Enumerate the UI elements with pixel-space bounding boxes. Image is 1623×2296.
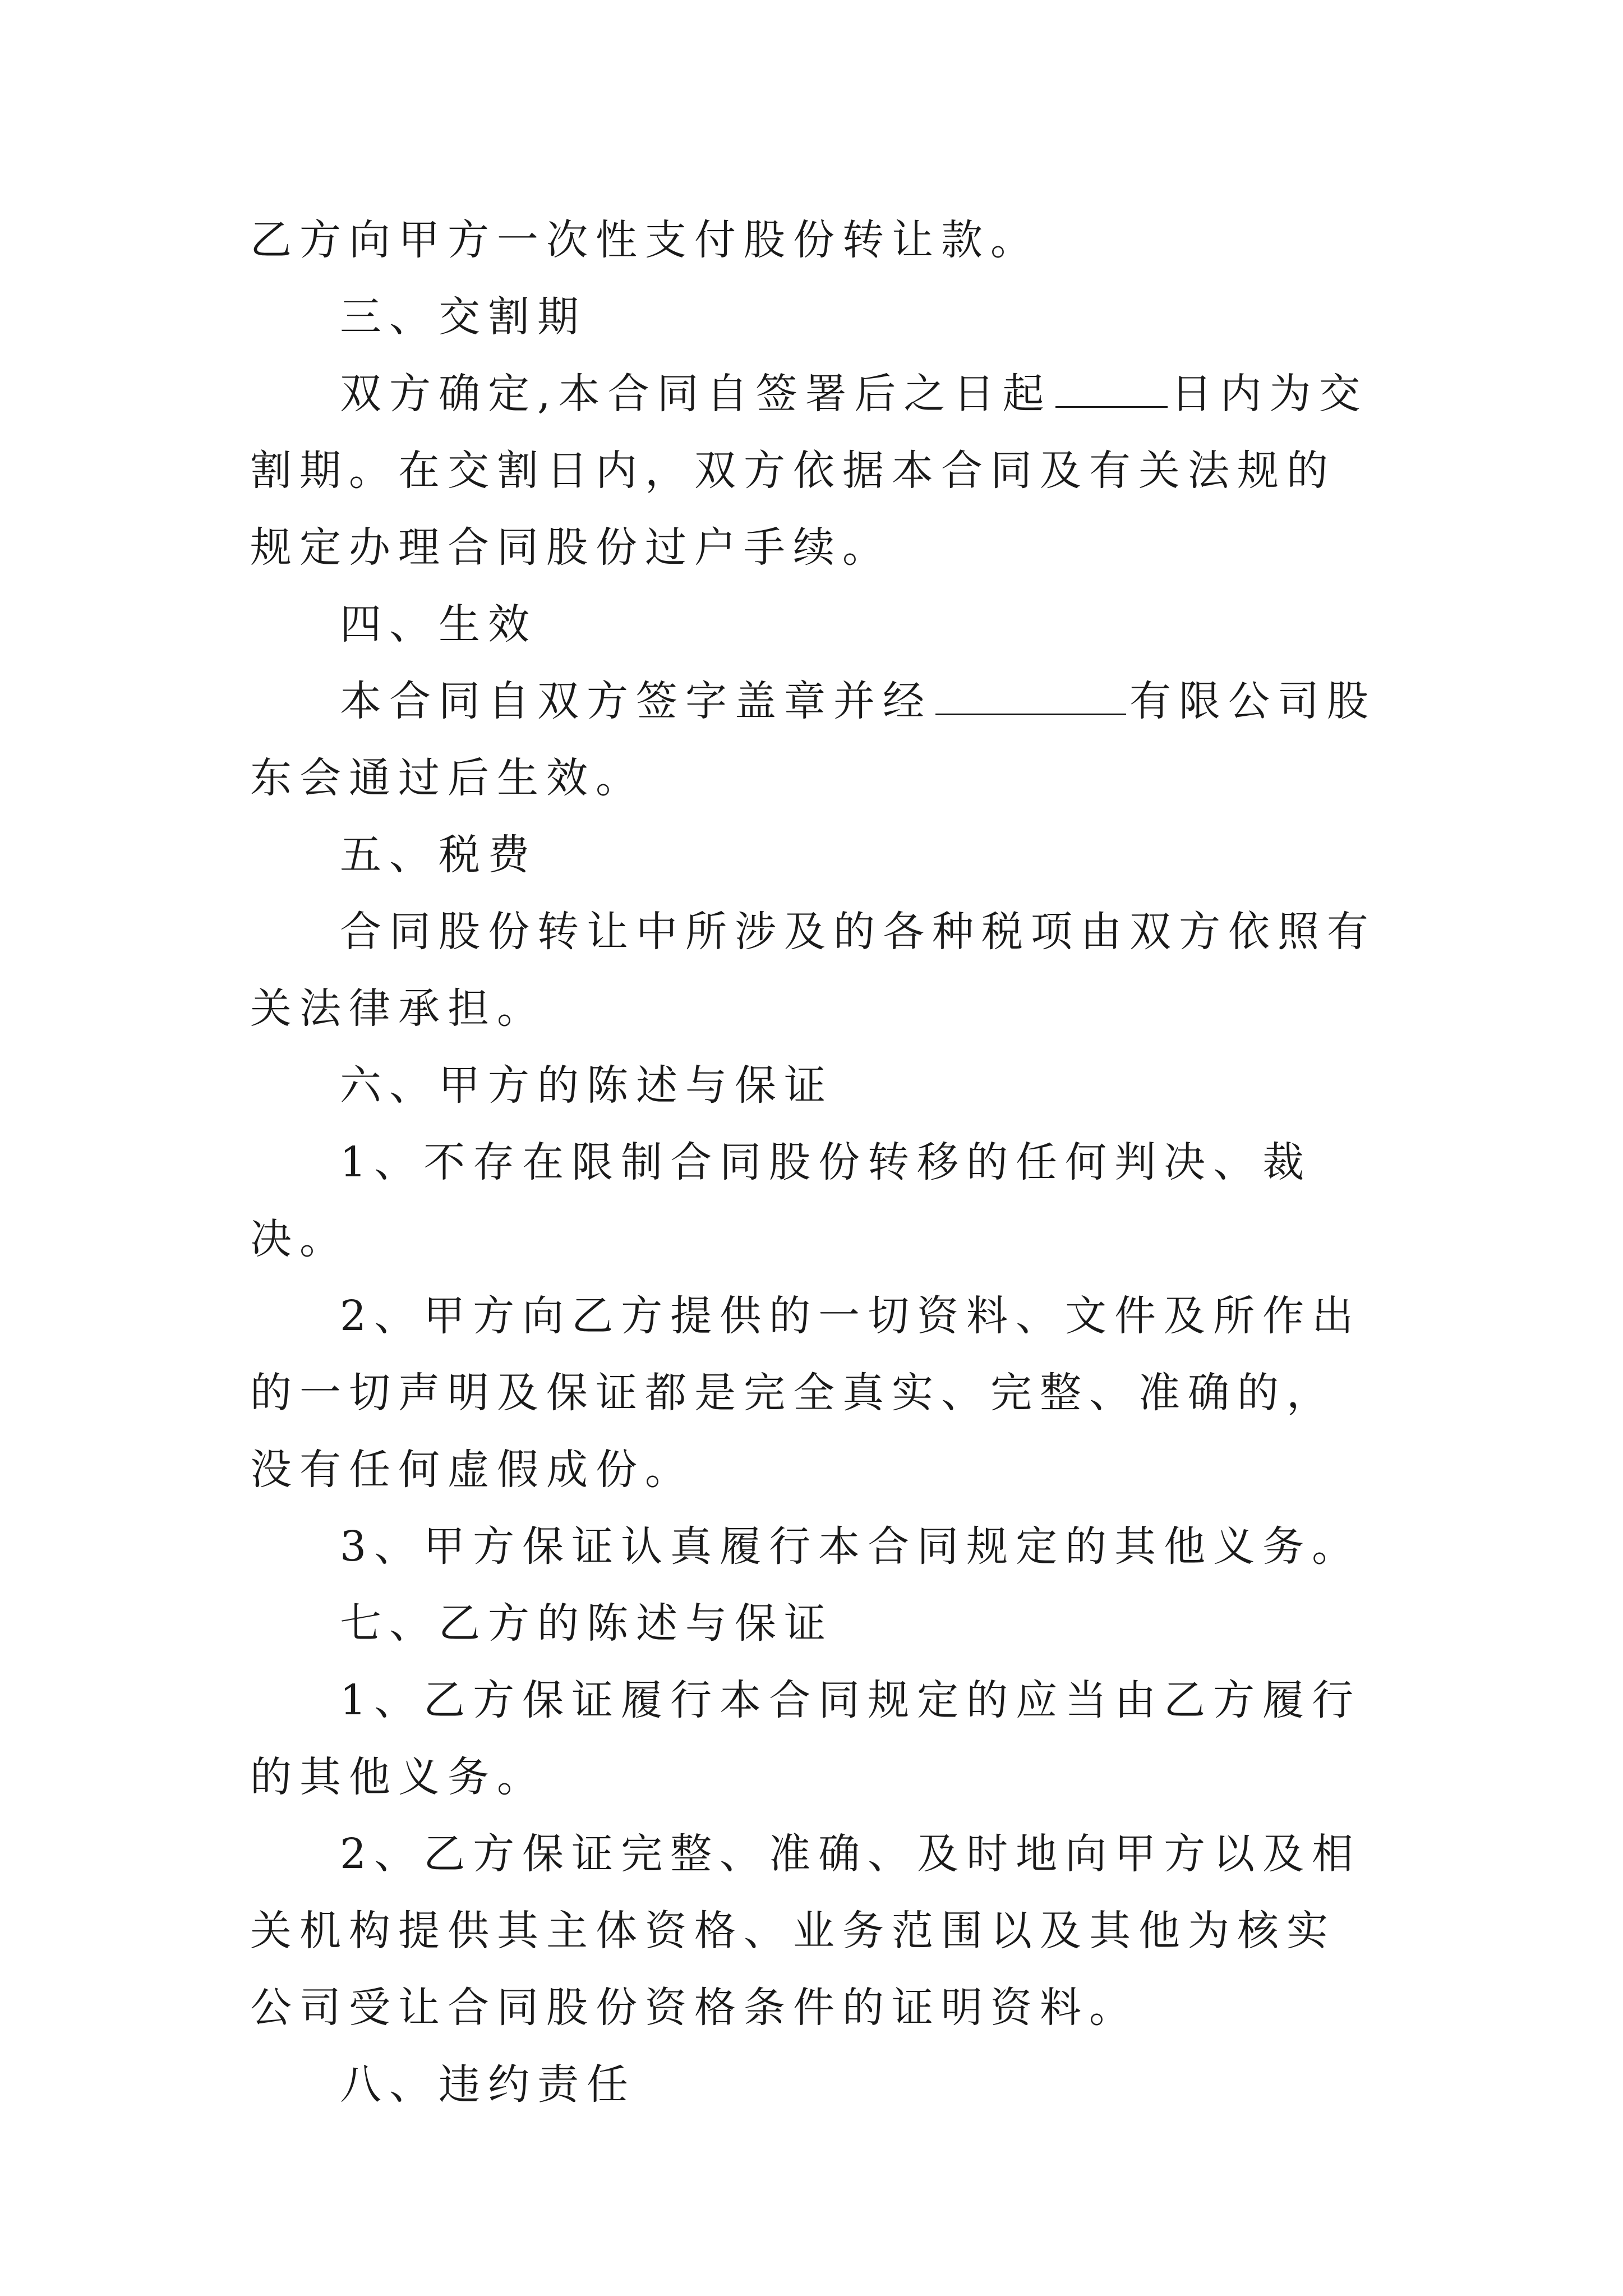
effectiveness-text-after: 有限公司股东会通过后生效。 — [250, 677, 1376, 802]
heading-taxes: 五、税费 — [340, 831, 537, 879]
delivery-text-before: 双方确定,本合同自签署后之日起 — [340, 370, 1052, 418]
heading-effectiveness: 四、生效 — [340, 600, 537, 648]
effectiveness-text-before: 本合同自双方签字盖章并经 — [340, 677, 932, 725]
party-b-item-2: 2、乙方保证完整、准确、及时地向甲方以及相关机构提供其主体资格、业务范围以及其他为核实公司受让合同股份资格条件的证明资料。 — [250, 1830, 1362, 2032]
paragraph-payment: 乙方向甲方一次性支付股份转让款。 — [250, 216, 1040, 264]
party-a-item-3: 3、甲方保证认真履行本合同规定的其他义务。 — [340, 1522, 1362, 1571]
heading-delivery-period: 三、交割期 — [340, 293, 587, 341]
delivery-text-after: 日内为交割期。在交割日内，双方依据本合同及有关法规的规定办理合同股份过户手续。 — [250, 370, 1368, 572]
days-blank — [1055, 406, 1168, 408]
party-a-item-1: 1、不存在限制合同股份转移的任何判决、裁决。 — [250, 1138, 1312, 1263]
heading-liability: 八、违约责任 — [340, 2060, 636, 2109]
party-a-item-2: 2、甲方向乙方提供的一切资料、文件及所作出的一切声明及保证都是完全真实、完整、准确的，没有任何虚假成份。 — [250, 1292, 1362, 1494]
paragraph-effectiveness — [250, 663, 1383, 817]
heading-party-b-warranties: 七、乙方的陈述与保证 — [340, 1599, 833, 1648]
heading-party-a-warranties: 六、甲方的陈述与保证 — [340, 1061, 833, 1110]
paragraph-taxes: 合同股份转让中所涉及的各种税项由双方依照有关法律承担。 — [250, 908, 1376, 1033]
party-b-item-1: 1、乙方保证履行本合同规定的应当由乙方履行的其他义务。 — [250, 1676, 1362, 1801]
company-name-blank — [935, 713, 1126, 715]
paragraph-delivery-period — [250, 356, 1383, 586]
document-body — [250, 202, 1383, 2123]
